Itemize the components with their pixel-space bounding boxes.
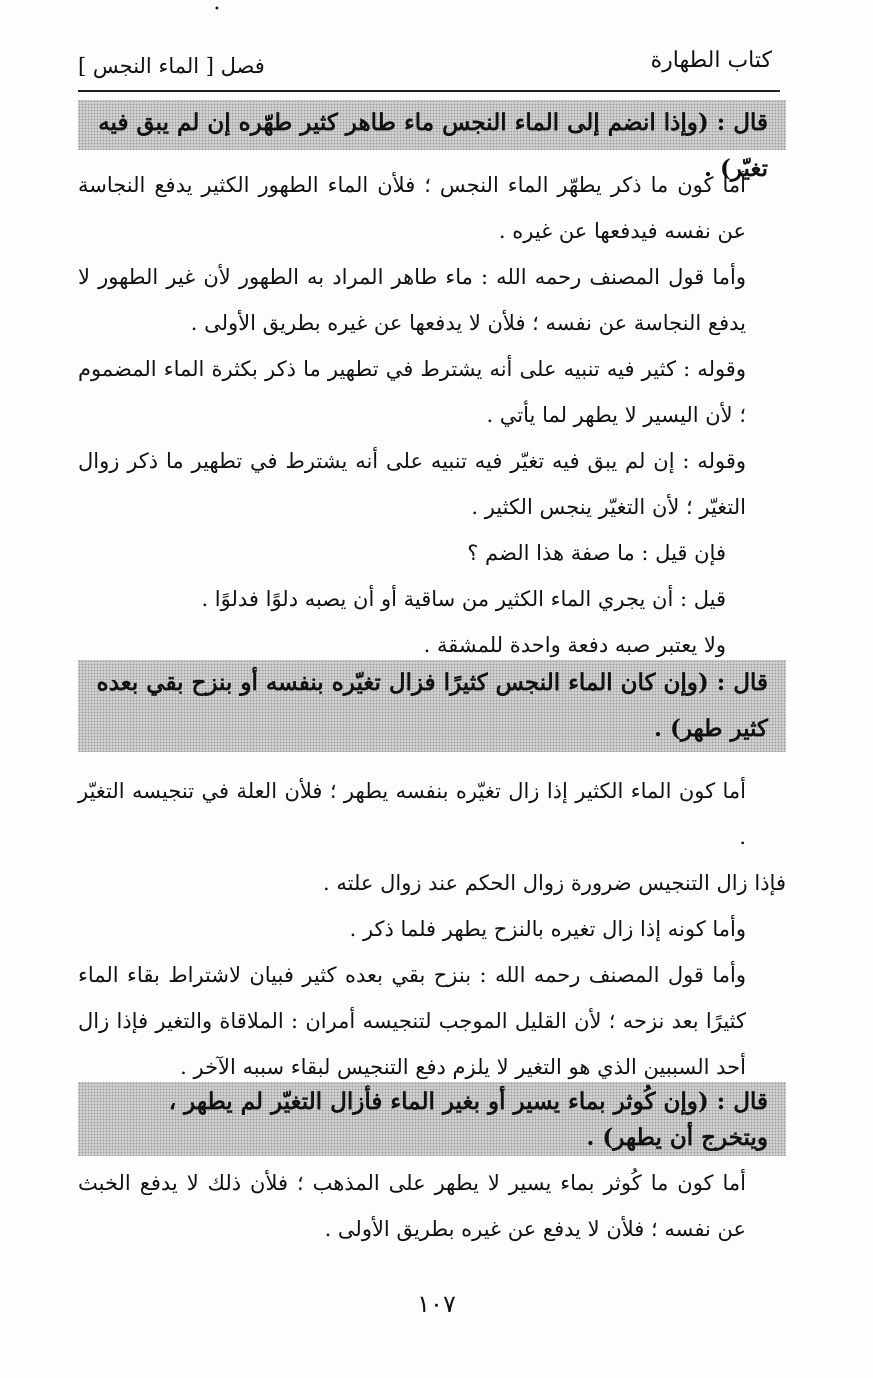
paragraph: ولا يعتبر صبه دفعة واحدة للمشقة . [423,633,726,657]
page-number: ١٠٧ [417,1290,456,1318]
quote-box: قال : (وإن كُوثر بماء يسير أو بغير الماء فأزال التغيّر لم يطهر ، ويتخرج أن يطهر) . [78,1082,786,1156]
paragraph: وقوله : إن لم يبق فيه تغيّر فيه تنبيه على أنه يشترط في تطهير ما ذكر زوال التغيّر ؛ لأن التغيّر ينجس الكثير . [78,449,746,519]
quote-box: قال : (وإن كان الماء النجس كثيرًا فزال تغيّره بنفسه أو بنزح بقي بعده كثير طهر) . [78,660,786,752]
paragraph: وأما قول المصنف رحمه الله : بنزح بقي بعده كثير فبيان لاشتراط بقاء الماء كثيرًا بعد نزحه ؛ لأن القليل الموجب لتنجيسه أمران : الملاقاة والتغير فإذا زال أحد السببين الذي هو التغير لا يلزم دفع التنجيس لبقاء سببه الآخر . [78,963,746,1079]
paragraph: وقوله : كثير فيه تنبيه على أنه يشترط في تطهير ما ذكر بكثرة الماء المضموم ؛ لأن اليسير لا يطهر لما يأتي . [78,357,746,427]
paragraph: فإن قيل : ما صفة هذا الضم ؟ [467,541,726,565]
section-title: فصل [ الماء النجس ] [78,54,265,78]
paragraph: فإذا زال التنجيس ضرورة زوال الحكم عند زوال علته . [323,871,786,895]
book-title: كتاب الطهارة [650,48,772,73]
commentary-block [78,1160,786,1252]
commentary-block [78,162,786,668]
paragraph: أما كون الماء الكثير إذا زال تغيّره بنفسه يطهر ؛ فلأن العلة في تنجيسه التغيّر . [78,779,746,849]
quote-box: قال : (وإذا انضم إلى الماء النجس ماء طاهر كثير طهّره إن لم يبق فيه تغيّر) . [78,100,786,150]
paragraph: قيل : أن يجري الماء الكثير من ساقية أو أن يصبه دلوًا فدلوًا . [201,587,726,611]
paragraph: أما كون ما كُوثر بماء يسير لا يطهر على المذهب ؛ فلأن ذلك لا يدفع الخبث عن نفسه ؛ فلأن لا يدفع عن غيره بطريق الأولى . [78,1171,746,1241]
paragraph: وأما قول المصنف رحمه الله : ماء طاهر المراد به الطهور لأن غير الطهور لا يدفع النجاسة عن نفسه ؛ فلأن لا يدفعها عن غيره بطريق الأولى . [78,265,746,335]
commentary-block [78,768,786,1090]
paragraph: وأما كونه إذا زال تغيره بالنزح يطهر فلما ذكر . [349,917,746,941]
ink-speck: • [214,4,220,15]
running-header [78,44,780,92]
paragraph: أما كون ما ذكر يطهّر الماء النجس ؛ فلأن الماء الطهور الكثير يدفع النجاسة عن نفسه فيدفعها عن غيره . [78,173,746,243]
